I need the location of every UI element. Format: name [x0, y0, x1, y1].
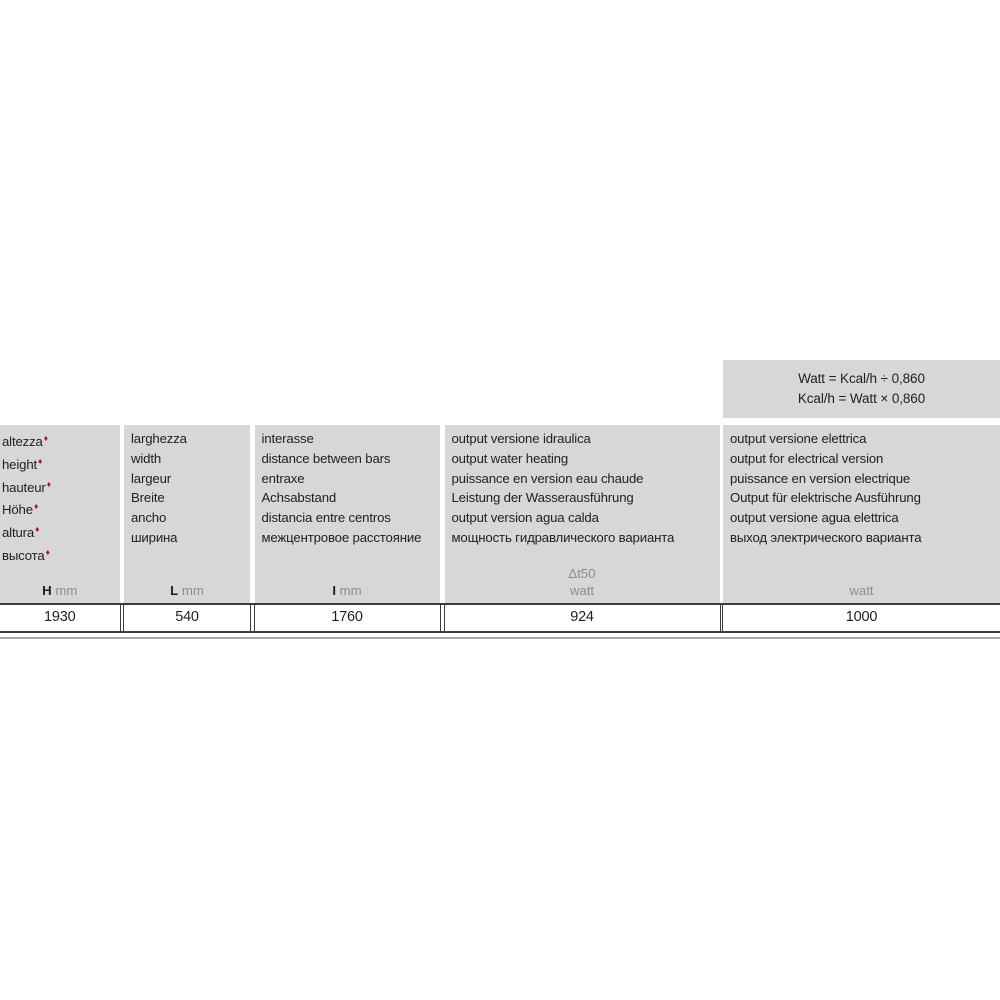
label-line: distance between bars [261, 450, 391, 466]
label-line: puissance en version electrique [730, 470, 911, 486]
unit-delta-t50: Δt50 [568, 566, 596, 581]
value-cell-width: 540 [175, 609, 199, 625]
unit-label-width: L mm [170, 582, 204, 598]
column-header-width [124, 425, 250, 603]
unit-label-output-electrical [723, 583, 1000, 600]
column-header-distance-between-bars [255, 425, 440, 603]
label-line: высота♦ [2, 546, 50, 563]
diamond-marker: ♦ [33, 501, 39, 512]
label-line: interasse [261, 431, 314, 446]
label-line: hauteur♦ [2, 478, 51, 495]
unit-label-height: H mm [42, 582, 78, 598]
unit-label-distance-between-bars: I mm [332, 582, 362, 598]
label-line: output water heating [451, 450, 569, 466]
label-line: Höhe♦ [2, 501, 39, 518]
diamond-marker: ♦ [43, 433, 48, 443]
conversion-note-line-2: Kcal/h = Watt × 0,860 [797, 391, 926, 406]
label-line: output versione idraulica [451, 431, 591, 446]
unit-label-output-water-heating [445, 566, 720, 599]
label-line: larghezza [131, 431, 187, 446]
label-line: Output für elektrische Ausführung [730, 490, 921, 506]
conversion-note [723, 360, 1000, 418]
value-cell-output-water-heating: 924 [570, 609, 594, 625]
label-line: altezza♦ [2, 433, 48, 449]
label-line: межцентровое расстояние [261, 529, 422, 545]
label-line: output for electrical version [730, 450, 884, 466]
label-line: output version agua calda [451, 510, 599, 526]
unit-watt: watt [849, 582, 874, 598]
label-line: ширина [131, 529, 178, 545]
label-line: output versione agua elettrica [730, 510, 899, 526]
diamond-marker: ♦ [46, 478, 51, 489]
label-line: output versione elettrica [730, 431, 867, 446]
label-line: Achsabstand [261, 490, 337, 506]
conversion-note-line-1: Watt = Kcal/h ÷ 0,860 [798, 371, 925, 386]
diamond-marker: ♦ [38, 455, 43, 466]
column-labels-output-water-heating [445, 425, 720, 548]
diamond-marker: ♦ [35, 524, 40, 535]
column-header-output-water-heating [445, 425, 720, 603]
value-cell-distance-between-bars: 1760 [331, 609, 363, 625]
label-line: largeur [131, 470, 171, 486]
value-cell-height: 1930 [44, 609, 76, 625]
unit-watt: watt [569, 582, 595, 598]
value-cell-output-electrical: 1000 [845, 609, 878, 625]
column-labels-distance-between-bars [255, 425, 440, 548]
column-labels-width [124, 425, 250, 548]
label-line: Leistung der Wasserausführung [451, 490, 634, 506]
bottom-rule [0, 637, 1000, 639]
label-line: мощность гидравлического варианта [451, 529, 675, 545]
diamond-marker: ♦ [45, 546, 50, 557]
column-header-output-electrical [723, 425, 1000, 603]
column-header-height [0, 425, 120, 603]
label-line: Breite [131, 490, 165, 506]
label-line: height♦ [2, 455, 43, 472]
label-line: entraxe [261, 470, 305, 486]
label-line: altura♦ [2, 524, 40, 541]
column-labels-height [0, 425, 120, 566]
label-line: distancia entre centros [261, 510, 391, 526]
label-line: puissance en version eau chaude [451, 470, 644, 486]
label-line: ancho [131, 510, 167, 526]
label-line: width [131, 450, 162, 466]
column-labels-output-electrical [723, 425, 1000, 548]
cell-divider [120, 603, 124, 633]
label-line: выход электрического варианта [730, 529, 922, 545]
